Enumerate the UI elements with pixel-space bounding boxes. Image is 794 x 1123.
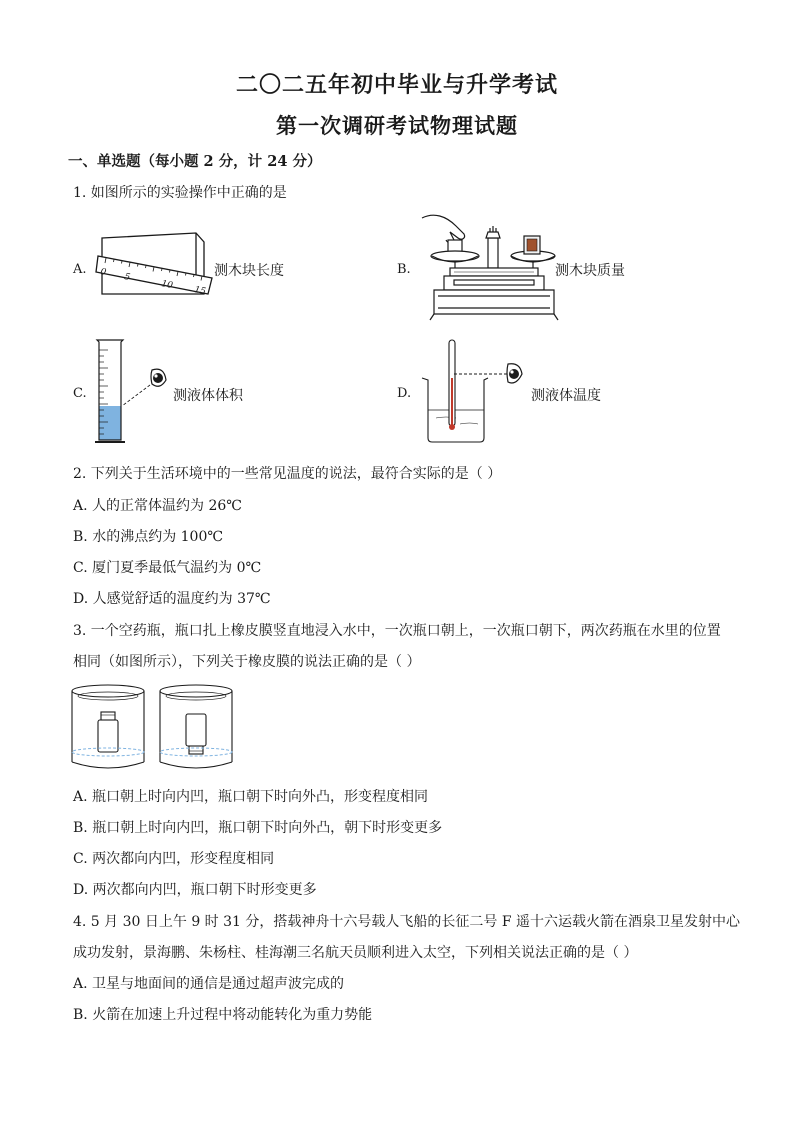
eye-icon <box>507 364 522 383</box>
q3-stem-line2: 相同（如图所示），下列关于橡皮膜的说法正确的是（ ） <box>73 654 421 670</box>
q1-stem: 1. 如图所示的实验操作中正确的是 <box>73 185 287 201</box>
exam-subtitle: 第一次调研考试物理试题 <box>276 113 518 138</box>
eye-icon <box>151 369 166 386</box>
q2-option-b: B. 水的沸点约为 100℃ <box>73 529 224 545</box>
q1-option-b-label: B. <box>397 262 411 277</box>
q1-option-c-caption: 测液体体积 <box>173 388 243 404</box>
q1-option-d-caption: 测液体温度 <box>531 388 601 404</box>
ruler-tick-5: 5 <box>123 272 131 284</box>
ruler-block-figure <box>96 228 216 300</box>
q2-option-c: C. 厦门夏季最低气温约为 0℃ <box>73 560 262 576</box>
q2-stem: 2. 下列关于生活环境中的一些常见温度的说法，最符合实际的是（ ） <box>73 466 502 482</box>
beaker-thermometer-figure <box>416 338 536 446</box>
section-heading: 一、单选题（每小题 2 分，计 24 分） <box>68 153 322 170</box>
ruler-tick-15: 15 <box>193 285 207 298</box>
q3-option-d: D. 两次都向内凹，瓶口朝下时形变更多 <box>73 882 317 898</box>
ruler-tick-10: 10 <box>160 279 174 292</box>
q4-option-a: A. 卫星与地面间的通信是通过超声波完成的 <box>73 976 345 992</box>
q2-option-d: D. 人感觉舒适的温度约为 37℃ <box>73 591 271 607</box>
q4-option-b: B. 火箭在加速上升过程中将动能转化为重力势能 <box>73 1007 373 1023</box>
q1-option-a-label: A. <box>73 262 87 277</box>
q1-option-a-caption: 测木块长度 <box>214 263 284 279</box>
q1-option-b-caption: 测木块质量 <box>555 263 625 279</box>
q3-stem-line1: 3. 一个空药瓶，瓶口扎上橡皮膜竖直地浸入水中，一次瓶口朝上，一次瓶口朝下，两次药瓶在水里的位置 <box>73 623 721 639</box>
q3-option-a: A. 瓶口朝上时向内凹，瓶口朝下时向外凸，形变程度相同 <box>73 789 429 805</box>
medicine-bottle-figure <box>68 682 238 772</box>
q3-option-c: C. 两次都向内凹，形变程度相同 <box>73 851 275 867</box>
q4-stem-line2: 成功发射，景海鹏、朱杨柱、桂海潮三名航天员顺利进入太空，下列相关说法正确的是（ ） <box>73 945 638 961</box>
q2-option-a: A. 人的正常体温约为 26℃ <box>73 498 242 514</box>
graduated-cylinder-figure <box>94 336 174 448</box>
balance-scale-figure <box>420 210 555 322</box>
exam-title: 二〇二五年初中毕业与升学考试 <box>235 72 558 98</box>
ruler-tick-0: 0 <box>99 267 107 279</box>
q4-stem-line1: 4. 5 月 30 日上午 9 时 31 分，搭载神舟十六号载人飞船的长征二号 F 遥十六运载火箭在酒泉卫星发射中心 <box>73 914 741 930</box>
q3-option-b: B. 瓶口朝上时向内凹，瓶口朝下时向外凸，朝下时形变更多 <box>73 820 443 836</box>
q1-option-d-label: D. <box>397 386 412 401</box>
q1-option-c-label: C. <box>73 386 87 401</box>
